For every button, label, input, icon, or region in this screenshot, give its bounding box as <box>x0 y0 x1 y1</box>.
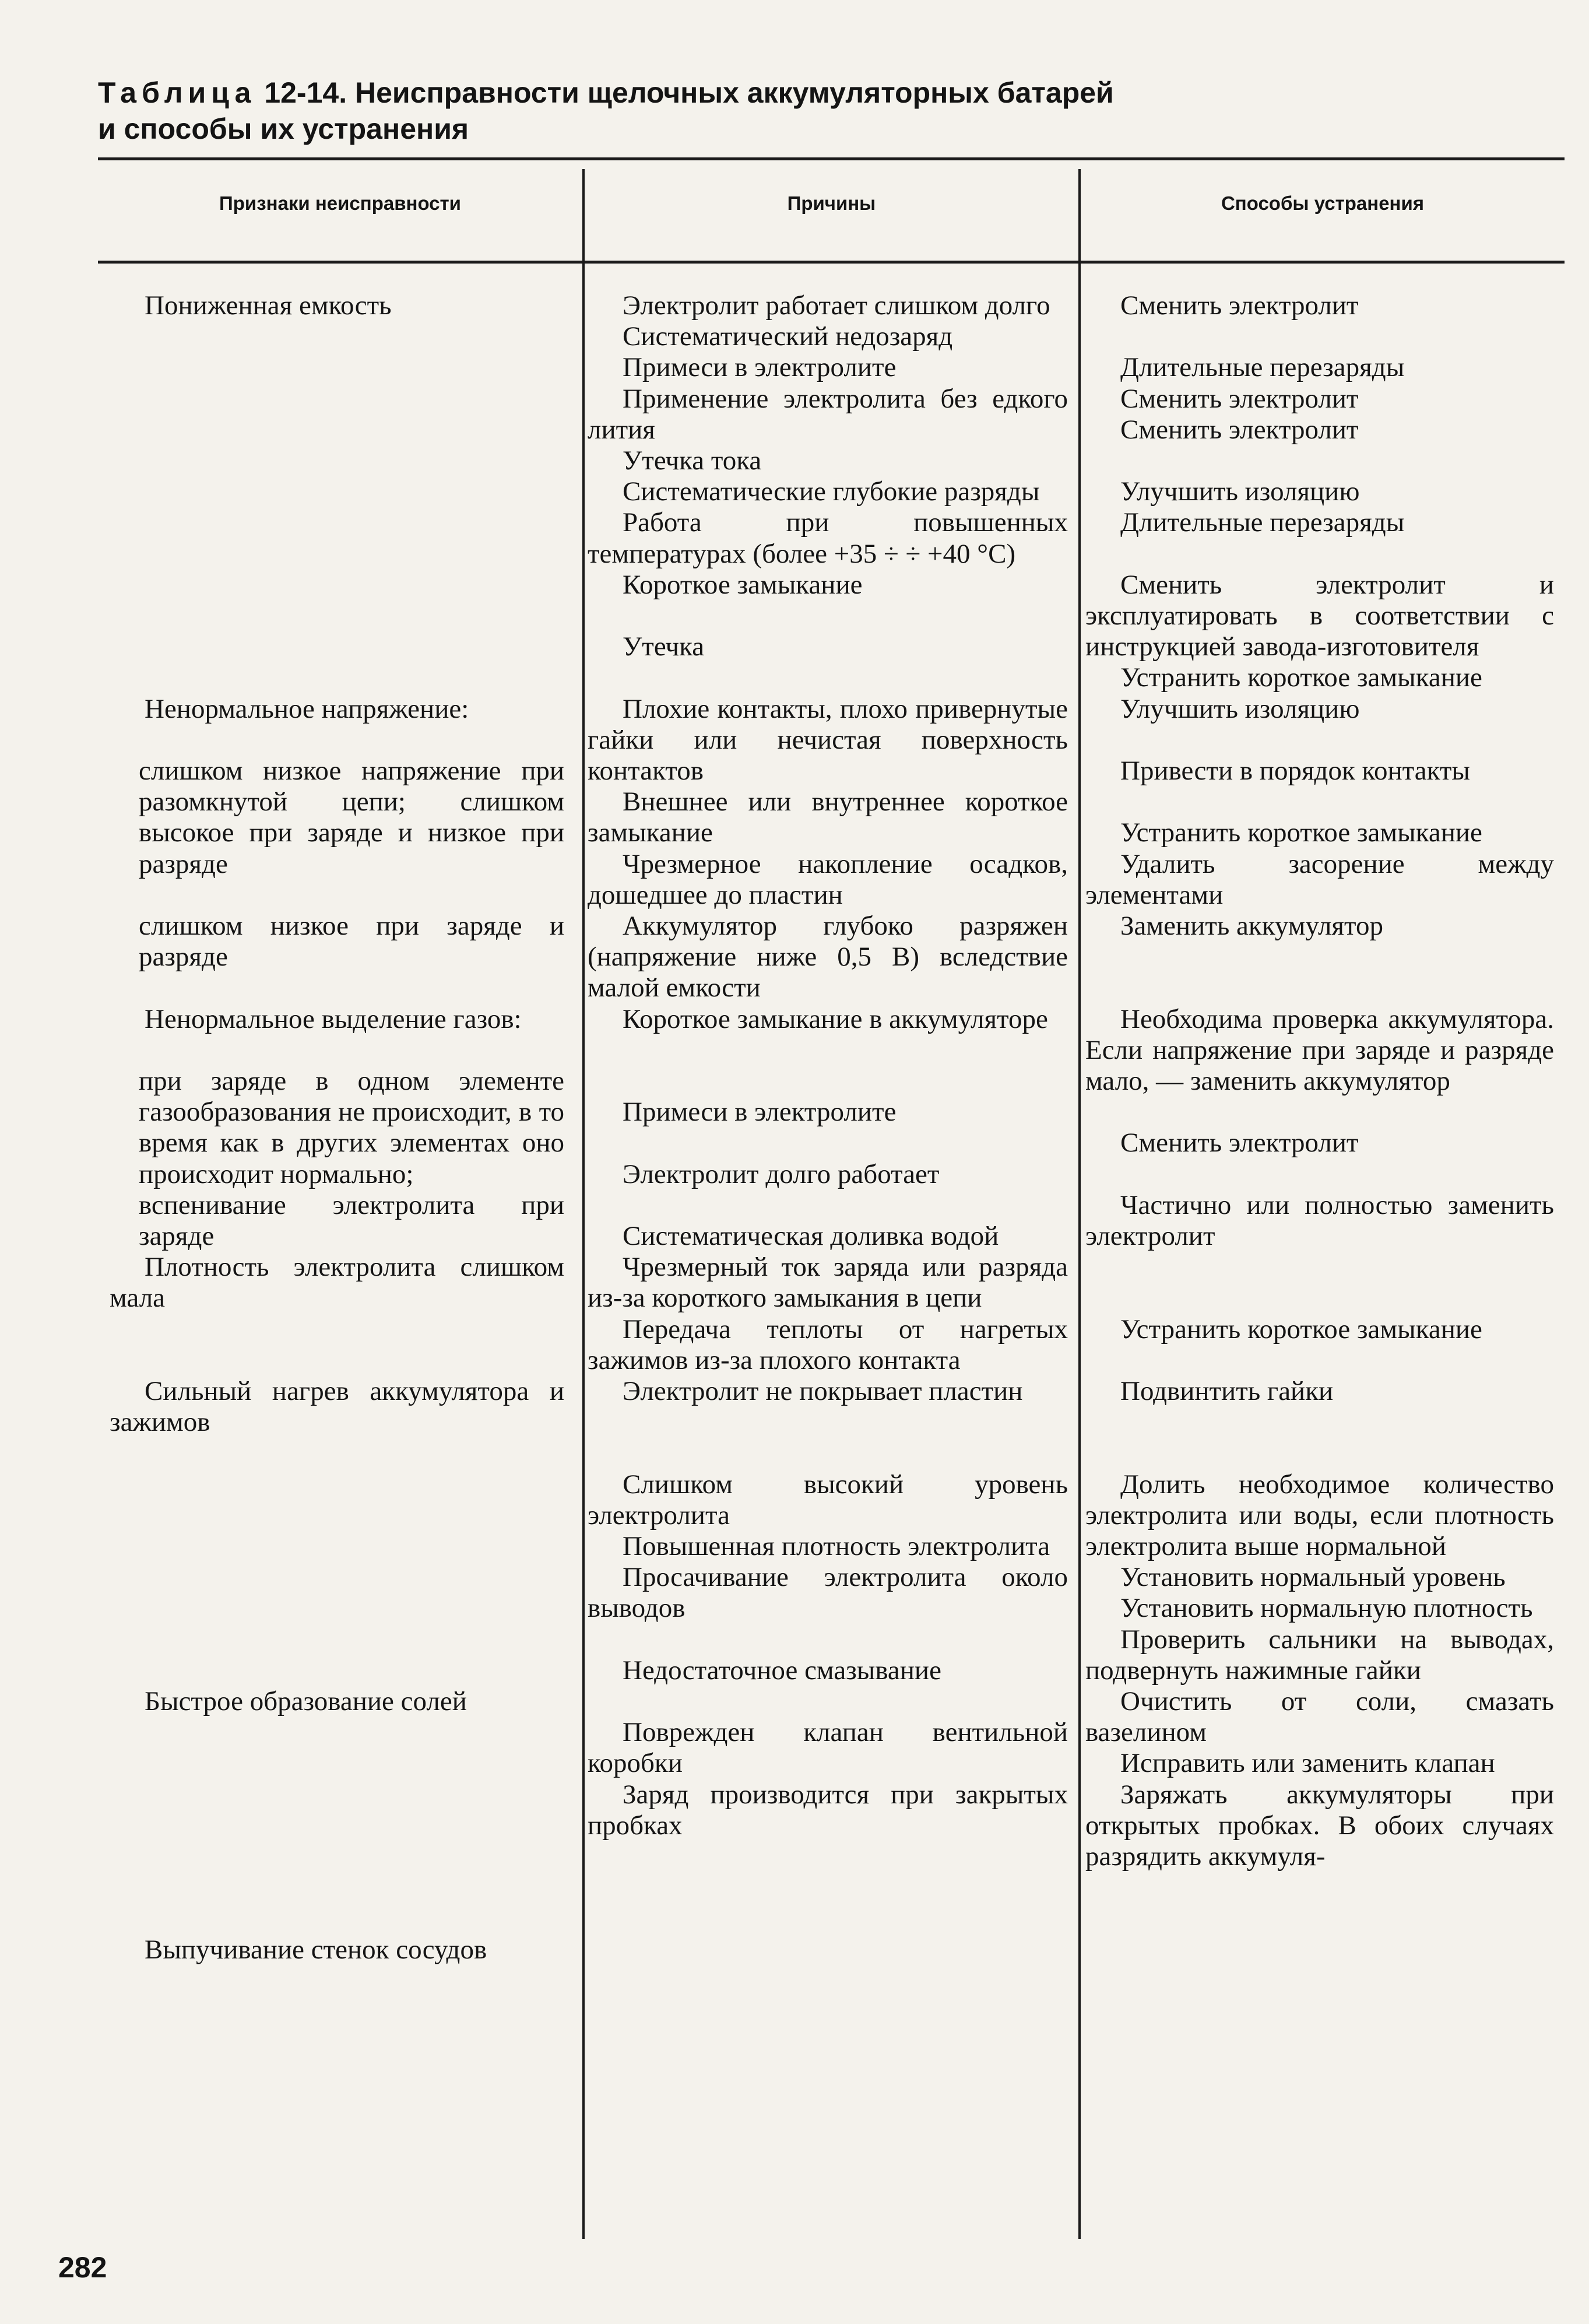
row-spacer <box>1085 1407 1554 1469</box>
table-label: Таблица <box>98 76 256 109</box>
header-symptoms: Признаки неисправности <box>219 192 461 214</box>
table-title <box>98 75 1497 147</box>
page-number: 282 <box>58 2251 107 2284</box>
table-cell: слишком низкое при заряде и разряде <box>139 910 564 973</box>
row-spacer <box>110 973 564 1003</box>
row-spacer <box>1085 1345 1554 1376</box>
table-cell: Систематическая доливка водой <box>623 1221 999 1252</box>
table-cell: Ненормальное напряжение: <box>145 693 469 724</box>
table-cell: Недостаточное смазывание <box>623 1655 941 1686</box>
table-cell: Улучшить изоляцию <box>1120 693 1360 724</box>
table-cell: Долить необходимое количество электролита или воды, если плотность электролита выше нормальной <box>1085 1469 1554 1561</box>
table-cell: Поврежден клапан вентильной коробки <box>588 1717 1068 1779</box>
row-spacer <box>588 1190 1068 1221</box>
table-cell: Исправить или заменить клапан <box>1120 1748 1495 1779</box>
table-cell: Подвинтить гайки <box>1120 1375 1334 1406</box>
table-cell: Плотность электролита слишком мала <box>110 1252 564 1314</box>
table-cell: Работа при повышенных температурах (более +35 ÷ ÷ +40 °С) <box>588 507 1068 569</box>
row-spacer <box>588 601 1068 631</box>
table-cell: Проверить сальники на выводах, подвернуть нажимные гайки <box>1085 1624 1554 1686</box>
table-cell: Заряжать аккумуляторы при открытых пробках. В обоих случаях разрядить аккумуля- <box>1085 1779 1554 1872</box>
table-cell: слишком низкое напряжение при разомкнутой цепи; слишком высокое при заряде и низкое при разряде <box>139 755 564 879</box>
table-cell: Передача теплоты от нагретых зажимов из-за плохого контакта <box>588 1314 1068 1375</box>
row-spacer <box>110 1035 564 1066</box>
table-cell: Заменить аккумулятор <box>1120 910 1383 941</box>
table-cell: Устранить короткое замыкание <box>1120 817 1482 848</box>
table-cell: Чрезмерный ток заряда или разряда из-за короткого замыкания в цепи <box>588 1252 1068 1314</box>
row-spacer <box>1085 725 1554 756</box>
table-cell: Короткое замыкание <box>623 569 863 600</box>
table-cell: Заряд производится при закрытых пробках <box>588 1779 1068 1841</box>
table-cell: Сильный нагрев аккумулятора и зажимов <box>110 1375 564 1438</box>
table-cell: вспенивание электролита при заряде <box>139 1189 564 1251</box>
table-cell: Слишком высокий уровень электролита <box>588 1469 1068 1530</box>
row-spacer <box>588 662 1068 693</box>
row-spacer <box>1085 787 1554 817</box>
table-cell: Ненормальное выделение газов: <box>145 1003 522 1034</box>
row-spacer <box>110 725 564 756</box>
row-spacer <box>1085 1159 1554 1190</box>
table-cell: Сменить электролит <box>1120 383 1359 414</box>
row-spacer <box>1085 539 1554 570</box>
table-cell: Частично или полностью заменить электролит <box>1085 1189 1554 1251</box>
row-spacer <box>110 1717 564 1934</box>
table-cell: Очистить от соли, смазать вазелином <box>1085 1686 1554 1748</box>
table-cell: Улучшить изоляцию <box>1120 476 1360 507</box>
table-cell: Сменить электролит <box>1120 414 1359 445</box>
table-cell: Утечка тока <box>623 445 762 476</box>
table-cell: Короткое замыкание в аккумуляторе <box>623 1003 1048 1034</box>
row-spacer <box>1085 1252 1554 1314</box>
table-title-line1: Неисправности щелочных аккумуляторных батарей <box>355 76 1114 109</box>
header-causes: Причины <box>787 192 876 214</box>
row-spacer <box>110 1314 564 1376</box>
table-cell: Систематические глубокие разряды <box>623 476 1040 507</box>
table-cell: Чрезмерное накопление осадков, дошедшее до пластин <box>588 848 1068 910</box>
table-cell: Удалить засорение между элементами <box>1085 848 1554 910</box>
row-spacer <box>588 1686 1068 1717</box>
table-cell: Пониженная емкость <box>145 290 392 321</box>
table-cell: Систематический недозаряд <box>623 321 953 352</box>
row-spacer <box>1085 1097 1554 1128</box>
column-divider-2 <box>1078 169 1081 2239</box>
table-cell: Установить нормальный уровень <box>1120 1562 1506 1593</box>
row-spacer <box>588 1407 1068 1469</box>
table-cell: Аккумулятор глубоко разряжен (напряжение ниже 0,5 В) вследствие малой емкости <box>588 911 1068 1003</box>
table-cell: Сменить электролит и эксплуатировать в соответствии с инструкцией завода-изготовителя <box>1085 569 1554 662</box>
row-spacer <box>1085 321 1554 352</box>
row-spacer <box>588 1035 1068 1097</box>
table-cell: Привести в порядок контакты <box>1120 755 1470 786</box>
table-cell: Сменить электролит <box>1120 290 1359 321</box>
table-cell: Устранить короткое замыкание <box>1120 1314 1482 1344</box>
row-spacer <box>588 1128 1068 1159</box>
table-cell: Электролит работает слишком долго <box>623 290 1050 321</box>
table-cell: Необходима проверка аккумулятора. Если напряжение при заряде и разряде мало, — заменить аккумулятор <box>1085 1003 1554 1096</box>
row-spacer <box>588 1624 1068 1655</box>
table-cell: Установить нормальную плотность <box>1120 1593 1533 1624</box>
table-cell: Устранить короткое замыкание <box>1120 662 1482 693</box>
row-spacer <box>110 321 564 693</box>
table-cell: Быстрое образование солей <box>145 1686 467 1716</box>
table-top-rule <box>98 157 1565 160</box>
table-cell: Сменить электролит <box>1120 1128 1359 1159</box>
table-cell: Электролит не покрывает пластин <box>623 1376 1023 1407</box>
table-cell: Электролит долго работает <box>623 1159 940 1189</box>
table-cell: Выпучивание стенок сосудов <box>145 1934 487 1965</box>
table-cell: Плохие контакты, плохо привернутые гайки или нечистая поверхность контактов <box>588 693 1068 787</box>
column-causes <box>588 290 1068 1841</box>
table-cell: Утечка <box>623 631 705 662</box>
column-remedies <box>1085 290 1554 1872</box>
table-cell: при заряде в одном элементе газообразования не происходит, в то время как в других элементах оно происходит нормально; <box>139 1065 564 1189</box>
header-bottom-rule <box>98 261 1565 264</box>
table-cell: Внешнее или внутреннее короткое замыкание <box>588 787 1068 848</box>
column-symptoms <box>110 290 564 1965</box>
table-cell: Примеси в электролите <box>623 1097 897 1128</box>
row-spacer <box>110 880 564 911</box>
row-spacer <box>1085 445 1554 476</box>
column-divider-1 <box>582 169 585 2239</box>
row-spacer <box>110 1438 564 1686</box>
table-cell: Применение электролита без едкого лития <box>588 383 1068 445</box>
table-cell: Примеси в электролите <box>623 352 897 383</box>
row-spacer <box>1085 942 1554 1003</box>
table-cell: Длительные перезаряды <box>1120 352 1405 383</box>
table-cell: Повышенная плотность электролита <box>623 1531 1050 1562</box>
table-number: 12-14. <box>264 76 347 109</box>
table-cell: Просачивание электролита около выводов <box>588 1562 1068 1624</box>
table-cell: Длительные перезаряды <box>1120 507 1405 538</box>
header-remedies: Способы устранения <box>1221 192 1425 214</box>
table-title-line2: и способы их устранения <box>98 113 469 145</box>
